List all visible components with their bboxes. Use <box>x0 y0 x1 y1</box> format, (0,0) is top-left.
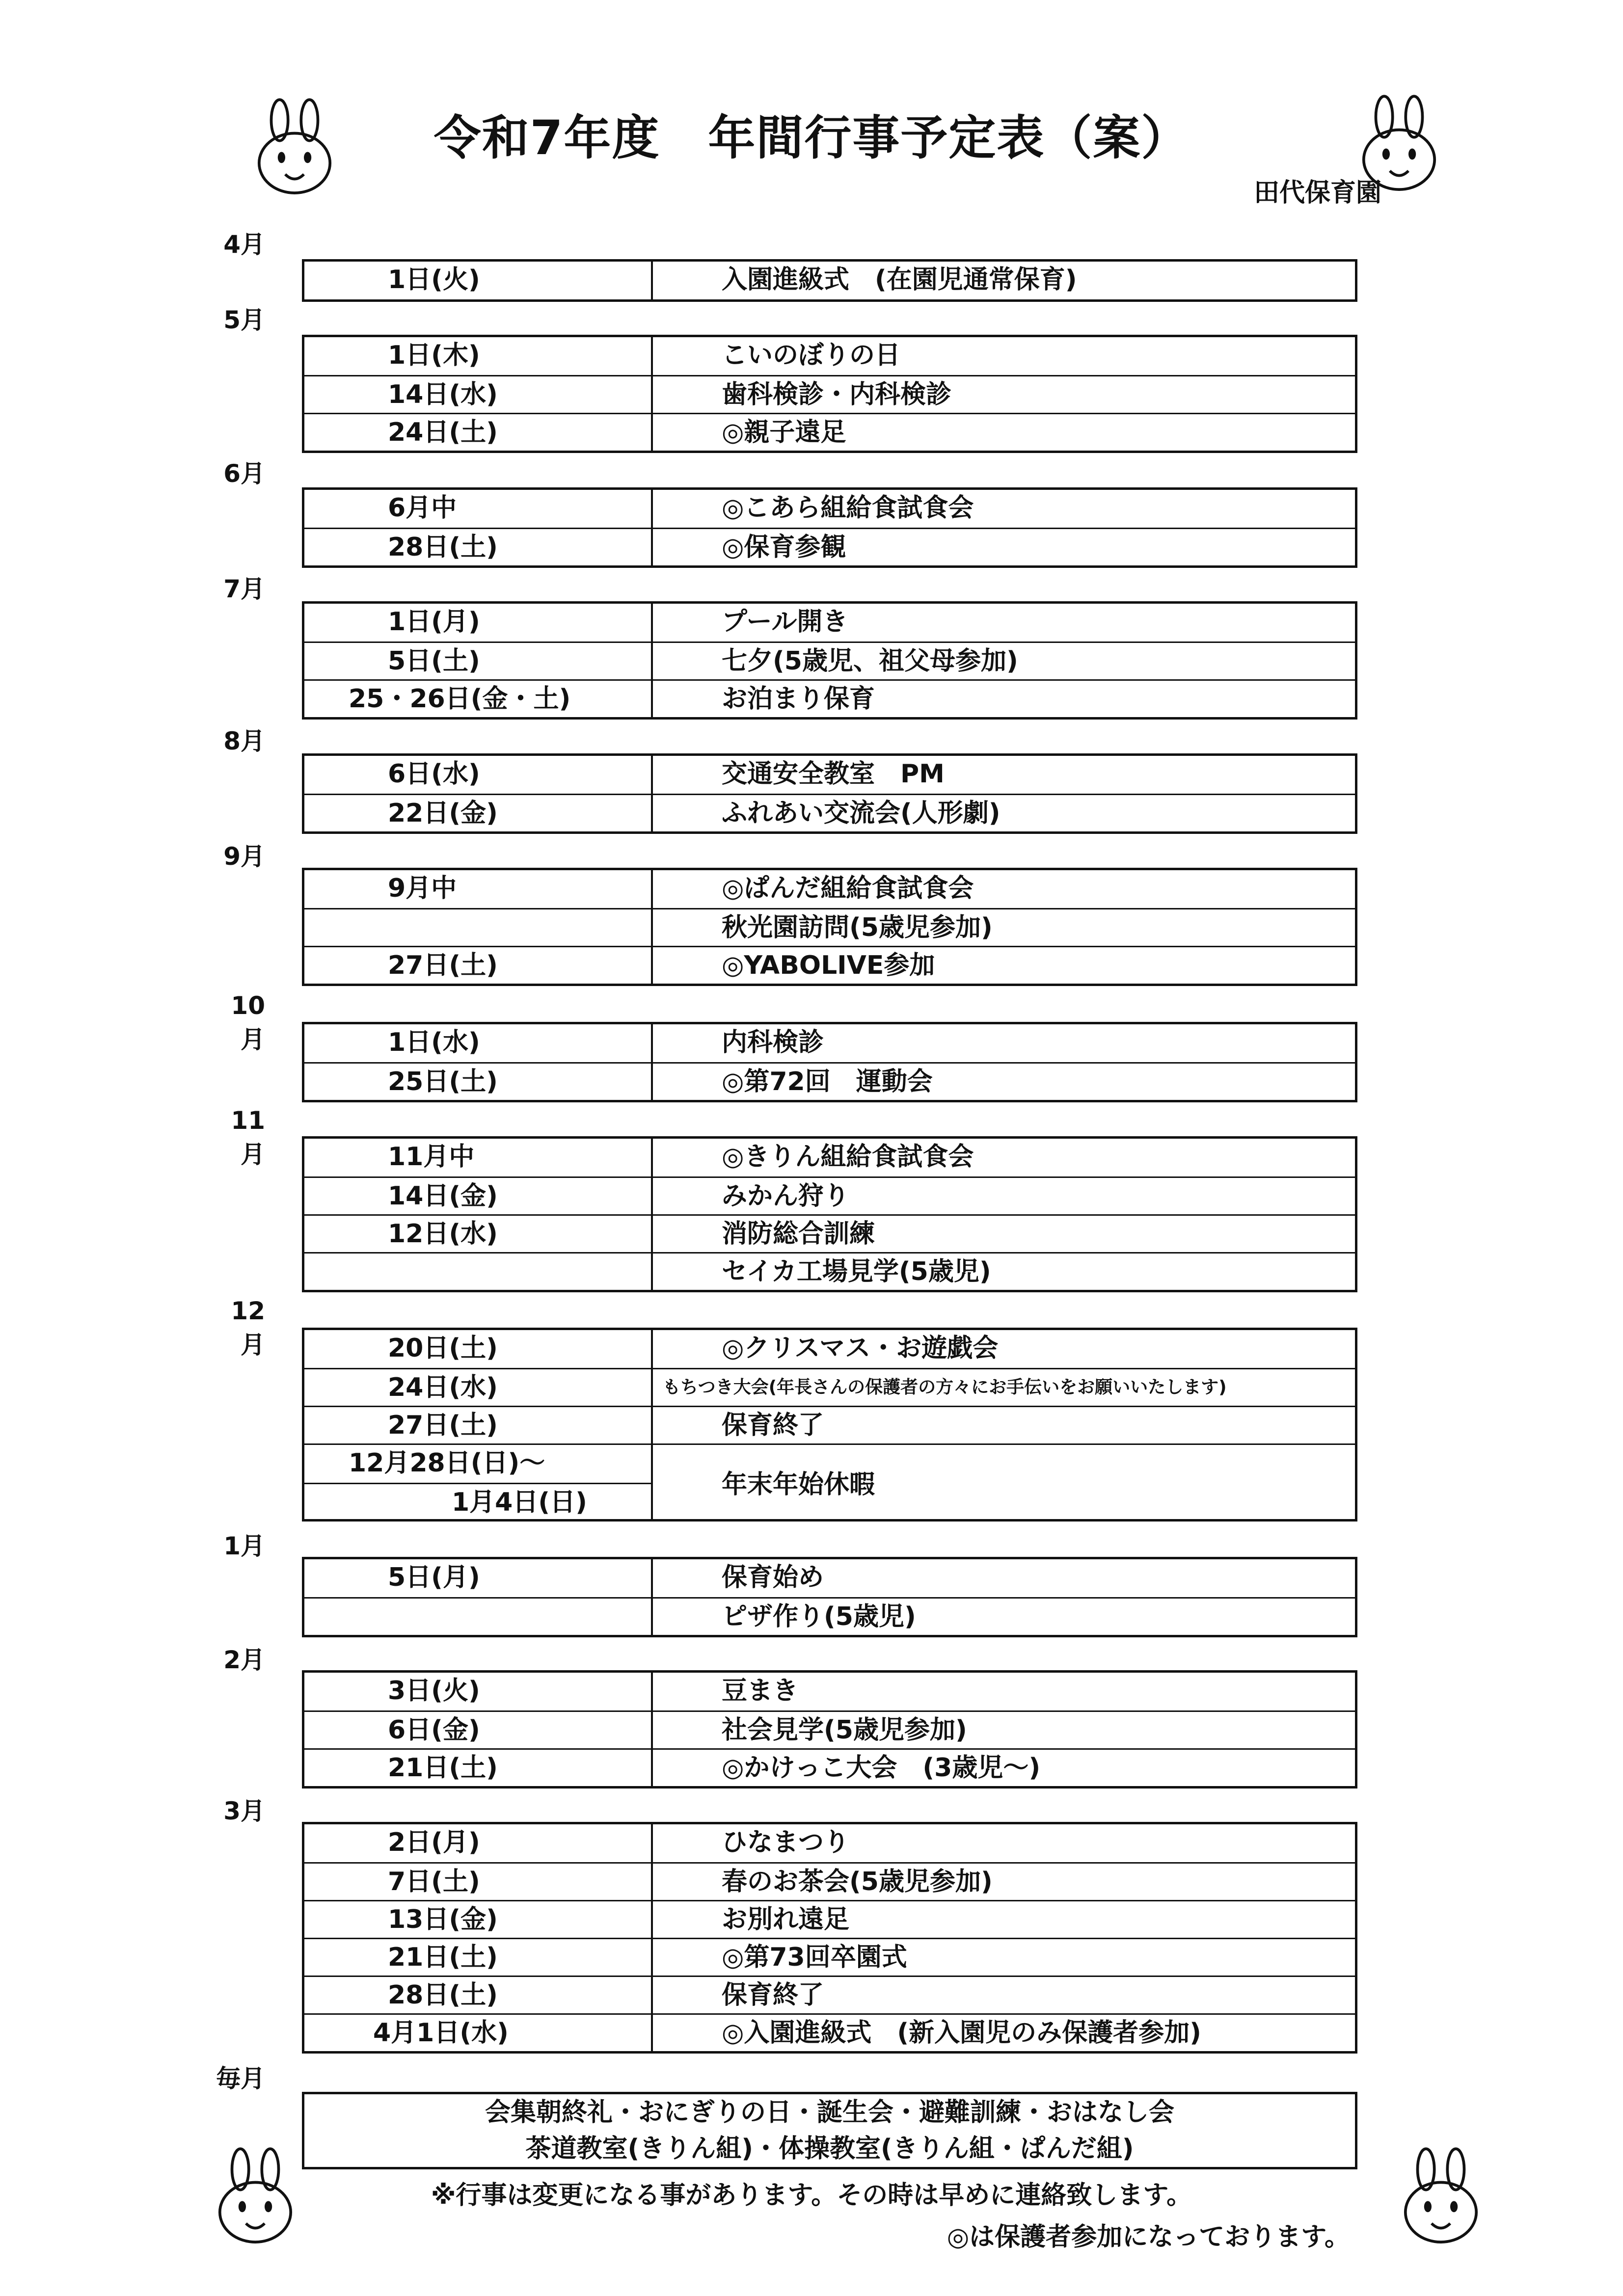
event-date: 21日(土) <box>304 1750 653 1786</box>
table-row <box>304 1862 1355 1900</box>
event-date: 13日(金) <box>304 1901 653 1938</box>
event-date: 4月1日(水) <box>304 2015 653 2051</box>
table-row <box>304 679 1355 717</box>
event-name: ◎保育参観 <box>722 533 846 562</box>
event-date: 11月中 <box>304 1139 653 1176</box>
event-name: セイカ工場見学(5歳児) <box>722 1257 991 1286</box>
schedule-table-apr <box>302 259 1357 302</box>
table-row <box>304 604 1355 641</box>
schedule-table-jul <box>302 601 1357 720</box>
schedule-table-jan <box>302 1557 1357 1637</box>
page-title: 令和7年度 年間行事予定表（案） <box>433 110 1190 165</box>
schedule-table-dec <box>302 1328 1357 1522</box>
event-name: ◎親子遠足 <box>722 418 846 447</box>
month-label-jan: 1月 <box>223 1532 265 1560</box>
event-name: こいのぼりの日 <box>722 341 901 370</box>
event-date: 28日(土) <box>304 529 653 565</box>
table-row <box>304 528 1355 565</box>
monthly-events-line: 茶道教室(きりん組)・体操教室(きりん組・ぱんだ組) <box>525 2134 1134 2163</box>
event-name: ◎YABOLIVE参加 <box>722 951 935 980</box>
organization-name: 田代保育園 <box>1253 178 1381 208</box>
table-row <box>304 1938 1355 1976</box>
event-name: ◎第73回卒園式 <box>722 1943 907 1972</box>
event-date-end: 1月4日(日) <box>304 1483 651 1521</box>
event-date: 27日(土) <box>304 1407 653 1443</box>
table-row <box>304 1139 1355 1176</box>
event-name: 春のお茶会(5歳児参加) <box>722 1867 993 1896</box>
event-name: もちつき大会(年長さんの保護者の方々にお手伝いをお願いいたします) <box>663 1377 1227 1397</box>
bunny-icon <box>248 96 341 199</box>
event-name: ◎かけっこ大会 (3歳児～) <box>722 1753 1041 1783</box>
event-date: 20日(土) <box>304 1330 653 1368</box>
month-label-sep: 9月 <box>223 842 265 871</box>
schedule-table-oct <box>302 1022 1357 1102</box>
event-name: 保育始め <box>722 1563 824 1592</box>
event-date: 1日(月) <box>304 604 653 641</box>
table-row <box>304 1710 1355 1748</box>
month-label-dec: 12月 <box>231 1297 265 1359</box>
event-date: 1日(木) <box>304 337 653 375</box>
event-name: 七夕(5歳児、祖父母参加) <box>722 646 1018 676</box>
table-row <box>304 1214 1355 1252</box>
table-row <box>304 756 1355 794</box>
month-label-jul: 7月 <box>223 575 265 603</box>
event-date-start: 12月28日(日)～ <box>349 1448 545 1478</box>
event-name: 歯科検診・内科検診 <box>722 380 952 409</box>
event-date: 1日(水) <box>304 1024 653 1062</box>
event-date: 28日(土) <box>304 1977 653 2013</box>
schedule-table-mar <box>302 1822 1357 2054</box>
table-row <box>304 908 1355 946</box>
event-name: ◎クリスマス・お遊戯会 <box>722 1334 999 1363</box>
parent-participation-note: ◎は保護者参加になっております。 <box>947 2222 1350 2252</box>
table-row <box>304 1597 1355 1635</box>
table-row-merged <box>304 1443 1355 1519</box>
event-date: 14日(水) <box>304 376 653 413</box>
event-date: 6日(金) <box>304 1712 653 1748</box>
event-date: 7日(土) <box>304 1864 653 1900</box>
table-row <box>304 1824 1355 1862</box>
table-row <box>304 1176 1355 1214</box>
event-name: 入園進級式 (在園児通常保育) <box>722 265 1077 294</box>
table-row <box>304 337 1355 375</box>
event-date: 6日(水) <box>304 756 653 794</box>
month-label-jun: 6月 <box>223 459 265 488</box>
month-label-oct: 10月 <box>231 991 265 1054</box>
schedule-table-sep <box>302 868 1357 986</box>
monthly-events-line: 会集朝終礼・おにぎりの日・誕生会・避難訓練・おはなし会 <box>485 2098 1174 2127</box>
table-row <box>304 413 1355 451</box>
table-row <box>304 2013 1355 2051</box>
event-name: 保育終了 <box>722 1411 824 1440</box>
schedule-table-feb <box>302 1670 1357 1789</box>
event-date: 1日(火) <box>304 262 653 299</box>
event-name: ◎入園進級式 (新入園児のみ保護者参加) <box>722 2018 1201 2048</box>
event-name: ◎こあら組給食試食会 <box>722 493 974 523</box>
event-name: みかん狩り <box>722 1181 850 1211</box>
table-row <box>304 1252 1355 1290</box>
table-row <box>304 641 1355 679</box>
event-name: 年末年始休暇 <box>722 1470 875 1499</box>
event-date: 9月中 <box>304 870 653 908</box>
event-date: 24日(水) <box>304 1369 653 1406</box>
event-date: 27日(土) <box>304 947 653 984</box>
month-label-mar: 3月 <box>223 1797 265 1825</box>
event-name: 保育終了 <box>722 1980 824 2010</box>
table-row <box>304 1900 1355 1938</box>
table-row <box>304 870 1355 908</box>
event-date: 2日(月) <box>304 1824 653 1862</box>
event-date: 5日(土) <box>304 643 653 679</box>
schedule-table-aug <box>302 753 1357 834</box>
event-date <box>304 1254 653 1290</box>
event-date: 3日(火) <box>304 1673 653 1710</box>
event-date: 14日(金) <box>304 1178 653 1214</box>
event-date: 6月中 <box>304 490 653 528</box>
event-name: ピザ作り(5歳児) <box>722 1602 916 1631</box>
table-row <box>304 946 1355 984</box>
event-date: 24日(土) <box>304 414 653 451</box>
event-name: お別れ遠足 <box>722 1905 850 1934</box>
schedule-table-nov <box>302 1136 1357 1292</box>
table-row <box>304 262 1355 299</box>
event-name: 豆まき <box>722 1676 799 1706</box>
event-name: 消防総合訓練 <box>722 1219 875 1249</box>
event-name: 交通安全教室 PM <box>722 759 945 789</box>
event-date: 25日(土) <box>304 1064 653 1100</box>
table-row <box>304 375 1355 413</box>
month-label-may: 5月 <box>223 306 265 334</box>
event-name: お泊まり保育 <box>722 684 875 714</box>
event-name: 内科検診 <box>722 1028 824 1057</box>
event-name: プール開き <box>722 607 848 637</box>
event-name: ふれあい交流会(人形劇) <box>722 799 1001 828</box>
event-date <box>304 909 653 946</box>
table-row <box>304 1673 1355 1710</box>
table-row <box>304 794 1355 831</box>
event-date: 5日(月) <box>304 1559 653 1597</box>
event-name: 秋光園訪問(5歳児参加) <box>722 913 993 942</box>
event-name: ひなまつり <box>722 1828 850 1857</box>
event-name: ◎ぱんだ組給食試食会 <box>722 874 974 903</box>
event-date: 25・26日(金・土) <box>304 681 653 717</box>
schedule-table-may <box>302 335 1357 453</box>
event-name: ◎きりん組給食試食会 <box>722 1142 974 1172</box>
event-name: 社会見学(5歳児参加) <box>722 1715 967 1745</box>
table-row <box>304 1748 1355 1786</box>
table-row <box>304 1062 1355 1100</box>
schedule-table-jun <box>302 487 1357 568</box>
month-label-monthly: 毎月 <box>216 2064 265 2093</box>
event-date: 22日(金) <box>304 795 653 831</box>
event-date: 21日(土) <box>304 1939 653 1976</box>
table-row <box>304 490 1355 528</box>
event-name: ◎第72回 運動会 <box>722 1067 933 1096</box>
month-label-nov: 11月 <box>231 1106 265 1169</box>
event-date: 12日(水) <box>304 1216 653 1252</box>
monthly-events-box <box>302 2092 1357 2169</box>
month-label-aug: 8月 <box>223 727 265 755</box>
table-row <box>304 1330 1355 1368</box>
table-row <box>304 1559 1355 1597</box>
month-label-feb: 2月 <box>223 1646 265 1674</box>
table-row <box>304 1368 1355 1406</box>
bunny-icon <box>1352 92 1446 195</box>
table-row <box>304 1406 1355 1443</box>
table-row <box>304 1976 1355 2013</box>
month-label-apr: 4月 <box>223 230 265 259</box>
table-row <box>304 1024 1355 1062</box>
event-date <box>304 1599 653 1635</box>
change-notice: ※行事は変更になる事があります。その時は早めに連絡致します。 <box>431 2181 1192 2210</box>
